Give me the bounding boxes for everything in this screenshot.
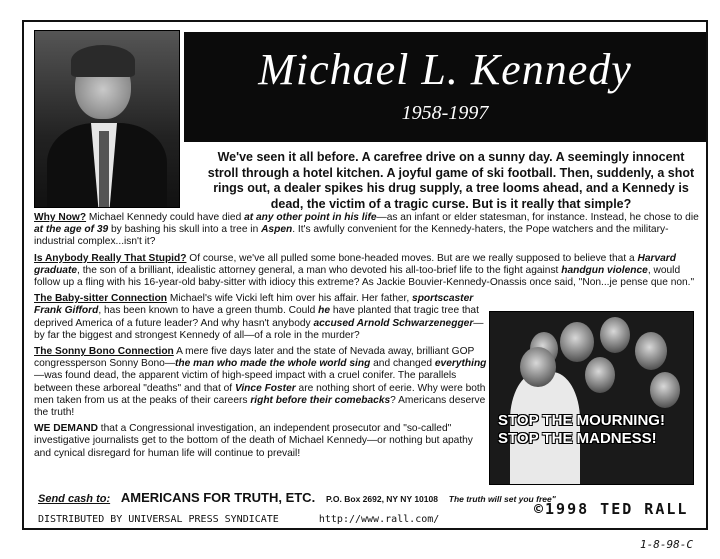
comic-frame: [22, 20, 708, 530]
photo-caption: STOP THE MOURNING! STOP THE MADNESS!: [498, 412, 665, 447]
section-demand: WE DEMAND that a Congressional investigation, an independent prosecutor and "so-called" investigative journalists get to the bottom of the death of Michael Kennedy—or nothing but apathy and cynical disregard for human life will continue to prevail!: [34, 423, 473, 459]
section-babysitter: The Baby-sitter Connection Michael's wife Vicki left him over his affair. Her father, sportscaster Frank Gifford, has been known to have a green thumb. Could he have planted that tragic tree that deprived America of a future leader? And why hasn't anybody accused Arnold Schwarzenegger—by far the biggest and strongest Kennedy of all—of a role in the murder?: [34, 293, 484, 341]
section-why-now: Why Now? Michael Kennedy could have died at any other point in his life—as an infant or elder statesman, for instance. Instead, he chose to die at the age of 39 by bashing his skull into a tree in Aspen. It's awfully convenient for the Kennedy-haters, the Pope watchers and the military-industrial complex...isn't it?: [34, 212, 699, 248]
funeral-photo: [489, 311, 694, 485]
page-title: Michael L. Kennedy: [258, 45, 632, 94]
org-name: AMERICANS FOR TRUTH, ETC.: [120, 490, 316, 505]
distributor-credit: DISTRIBUTED BY UNIVERSAL PRESS SYNDICATE: [38, 514, 279, 525]
donation-line: [38, 490, 556, 505]
publication-date: 1-8-98-C: [640, 538, 693, 551]
section-heading: The Sonny Bono Connection: [34, 346, 174, 358]
life-dates: 1958-1997: [401, 102, 489, 124]
artist-signature: ©1998 TED RALL: [534, 500, 689, 518]
section-heading: The Baby-sitter Connection: [34, 293, 168, 305]
kennedy-portrait-photo: [34, 30, 180, 208]
title-banner: [184, 32, 706, 142]
section-heading: WE DEMAND: [34, 423, 98, 435]
website-link[interactable]: http://www.rall.com/: [318, 514, 440, 525]
section-heading: Why Now?: [34, 212, 87, 223]
section-stupid: Is Anybody Really That Stupid? Of course, we've all pulled some bone-headed moves. But are we really supposed to believe that a Harvard graduate, the son of a brilliant, idealistic attorney general, a man who devoted his all-too-brief life to the fight against handgun violence, would follow up a fling with his 16-year-old baby-sitter with idiocy this extreme? As Jackie Bouvier-Kennedy-Onassis once said, "Non...je pense que non.": [34, 252, 695, 289]
section-sonny-bono: The Sonny Bono Connection A mere five days later and the state of Nevada away, brilliant GOP congressperson Sonny Bono—the man who made the whole world sing and changed everything—was found dead, the apparent victim of high-speed impact with a cruel conifer. The parallels between these arboreal "deaths" and that of Vince Foster are nothing short of eerie. Why were both men taken from us at the peaks of their careers right before their comebacks? Americans deserve the truth!: [34, 346, 487, 419]
intro-paragraph: We've seen it all before. A carefree drive on a sunny day. A seemingly innocent stroll through a hotel kitchen. A joyful game of ski football. Then, suddenly, a shot rings out, a dealer spikes his drug supply, a tree looms ahead, and a Kennedy is dead, the victim of a tragic curse. But is it really that simple?: [207, 150, 695, 211]
section-heading: Is Anybody Really That Stupid?: [34, 252, 187, 264]
distribution-line: [38, 514, 439, 525]
slogan: The truth will set you free": [448, 494, 556, 504]
po-box-address: P.O. Box 2692, NY NY 10108: [325, 494, 438, 504]
send-cash-label: Send cash to:: [38, 493, 111, 505]
